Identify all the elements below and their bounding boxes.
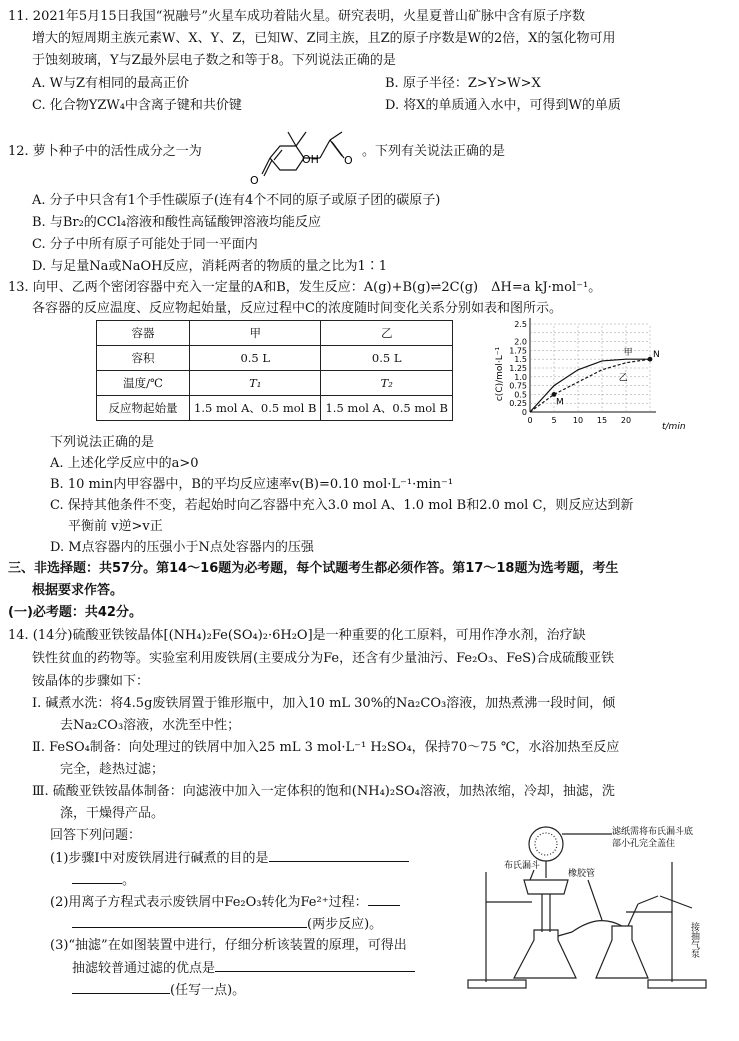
q14-step2-line2: 完全，趁热过滤； (60, 762, 165, 777)
q11-stem-line3: 于蚀刻玻璃，Y与Z最外层电子数之和等于8。下列说法正确的是 (32, 53, 396, 68)
q14-stem-line3: 铵晶体的步骤如下： (32, 674, 150, 689)
q14-step2-line1: Ⅱ. FeSO₄制备：向处理过的铁屑中加入25 mL 3 mol·L⁻¹ H₂SO₄，保持70～75 ℃，水浴加热至反应 (32, 740, 620, 755)
structure-label-o2: O (344, 154, 353, 167)
chart-series-label: 甲 (623, 347, 633, 358)
figure-note-line2: 部小孔完全盖住 (612, 839, 676, 849)
chart-point-label: M (556, 397, 564, 408)
q14-part1-end-text: 。 (122, 873, 136, 888)
q11-stem-line1: 11. 2021年5月15日我国“祝融号”火星车成功着陆火星。研究表明，火星夏普山矿脉中含有原子序数 (8, 9, 585, 24)
answer-blank[interactable] (72, 871, 122, 884)
chart-x-tick-label: 10 (572, 416, 584, 425)
q14-part1-text: (1)步骤Ⅰ中对废铁屑进行碱煮的目的是 (50, 851, 269, 866)
q13-stem-line2: 各容器的反应温度、反应物起始量，反应过程中C的浓度随时间变化关系分别如表和图所示。 (32, 301, 562, 316)
section3-subheading: (一)必考题：共42分。 (8, 605, 142, 620)
q14-ask: 回答下列问题： (50, 828, 142, 843)
chart-xlabel: t/min (662, 422, 686, 432)
q13-table (96, 320, 453, 421)
q12-option-c: C. 分子中所有原子可能处于同一平面内 (32, 237, 258, 252)
chart-x-tick-label: 5 (551, 416, 557, 425)
table-cell: T₂ (321, 371, 452, 396)
q12-structure (248, 118, 360, 190)
table-header-cell: 容器 (97, 321, 190, 346)
q14-step3-line1: Ⅲ. 硫酸亚铁铵晶体制备：向滤液中加入一定体积的饱和(NH₄)₂SO₄溶液，加热浓缩，冷却，抽滤，洗 (32, 784, 615, 799)
q14-stem-line1: 14. (14分)硫酸亚铁铵晶体[(NH₄)₂Fe(SO₄)₂·6H₂O]是一种重要的化工原料，可用作净水剂，治疗缺 (8, 628, 586, 643)
table-cell: 容积 (97, 346, 190, 371)
chart-x-tick-label: 20 (620, 416, 632, 425)
q12-option-d: D. 与足量Na或NaOH反应，消耗两者的物质的量之比为1∶1 (32, 259, 388, 274)
chart-point-n (648, 357, 653, 362)
q14-part1-end (72, 871, 135, 890)
chart-y-tick-label: 0.25 (509, 399, 527, 409)
chart-x-tick-label: 0 (527, 416, 533, 425)
funnel-top-view-icon (529, 827, 563, 861)
chart-y-tick-label: 0.5 (514, 390, 527, 400)
chart-point-m (552, 392, 557, 397)
q11-option-d: D. 将X的单质通入水中，可得到W的单质 (385, 98, 621, 113)
trap-flask-icon (596, 926, 648, 978)
figure-label-tube: 橡胶管 (568, 869, 596, 879)
answer-blank[interactable] (368, 893, 400, 906)
q13-option-c-line1: C. 保持其他条件不变，若起始时向乙容器中充入3.0 mol A、1.0 mol B和2.0 mol C，则反应达到新 (50, 498, 634, 513)
table-header-cell: 甲 (190, 321, 321, 346)
chart-y-tick-label: 2.5 (514, 320, 527, 329)
table-row (97, 371, 453, 396)
table-row (97, 321, 453, 346)
q14-part2-end (72, 915, 382, 934)
q14-part3-text: 抽滤较普通过滤的优点是 (72, 961, 216, 976)
table-header-cell: 乙 (321, 321, 452, 346)
table-cell: 0.5 L (321, 346, 452, 371)
q14-step3-line2: 涤，干燥得产品。 (60, 806, 165, 821)
q13-option-b: B. 10 min内甲容器中，B的平均反应速率v(B)=0.10 mol·L⁻¹·min⁻¹ (50, 477, 454, 492)
q14-part2-text: (2)用离子方程式表示废铁屑中Fe₂O₃转化为Fe²⁺过程： (50, 895, 368, 910)
section3-heading-cont: 根据要求作答。 (32, 583, 124, 598)
q14-part3-line2 (72, 959, 415, 978)
chart-y-tick-label: 0 (521, 408, 527, 417)
q13-lead: 下列说法正确的是 (50, 435, 155, 450)
answer-blank[interactable] (269, 849, 409, 862)
table-cell: 1.5 mol A、0.5 mol B (190, 396, 321, 421)
table-cell: 0.5 L (190, 346, 321, 371)
answer-blank[interactable] (215, 959, 415, 972)
filter-flask-icon (514, 930, 576, 978)
chart-y-tick-label: 1.0 (514, 372, 527, 382)
table-cell: 温度/℃ (97, 371, 190, 396)
chart-ylabel: c(C)/mol·L⁻¹ (495, 346, 505, 402)
table-cell: 1.5 mol A、0.5 mol B (321, 396, 452, 421)
chart-y-tick-label: 2.0 (514, 337, 527, 347)
q14-part3-end-text: (任写一点)。 (170, 983, 246, 998)
q11-stem-line2: 增大的短周期主族元素W、X、Y、Z，已知W、Z同主族，且Z的原子序数是W的2倍，X的氢化物可用 (32, 31, 616, 46)
table-cell: 反应物起始量 (97, 396, 190, 421)
q13-chart (488, 312, 703, 434)
q11-option-b: B. 原子半径：Z>Y>W>X (385, 76, 541, 91)
chart-series-label: 乙 (618, 373, 628, 384)
chart-point-label: N (653, 350, 660, 361)
figure-label-pump: 接抽气泵 (689, 922, 699, 958)
table-row (97, 346, 453, 371)
chart-y-tick-label: 1.75 (509, 346, 527, 356)
q12-option-a: A. 分子中只含有1个手性碳原子(连有4个不同的原子或原子团的碳原子) (32, 193, 441, 208)
chart-x-tick-label: 15 (596, 416, 608, 425)
structure-label-oh: OH (302, 153, 319, 166)
q13-option-d: D. M点容器内的压强小于N点处容器内的压强 (50, 540, 314, 555)
q14-part3-line3 (72, 981, 245, 1000)
q14-part3-line1: (3)“抽滤”在如图装置中进行，仔细分析该装置的原理，可得出 (50, 938, 407, 953)
q11-option-a: A. W与Z有相同的最高正价 (32, 76, 190, 91)
q14-stem-line2: 铁性贫血的药物等。实验室利用废铁屑(主要成分为Fe，还含有少量油污、Fe₂O₃、FeS)合成硫酸亚铁 (32, 651, 615, 666)
q14-step1-line2: 去Na₂CO₃溶液，水洗至中性； (60, 718, 241, 733)
answer-blank[interactable] (72, 915, 307, 928)
buchner-funnel-icon (524, 880, 568, 894)
suction-filtration-figure (462, 822, 732, 994)
chart-y-tick-label: 1.25 (509, 364, 527, 373)
q12-stem-post: 。下列有关说法正确的是 (362, 144, 506, 159)
q13-stem-line1: 13. 向甲、乙两个密闭容器中充入一定量的A和B，发生反应：A(g)+B(g)⇌2C(g) ΔH=a kJ·mol⁻¹。 (8, 280, 602, 295)
q14-part2-end-text: (两步反应)。 (307, 917, 383, 932)
chart-y-tick-label: 1.5 (514, 355, 527, 365)
q14-part1 (50, 849, 409, 868)
q12-stem-pre: 12. 萝卜种子中的活性成分之一为 (8, 144, 202, 159)
q13-option-a: A. 上述化学反应中的a>0 (50, 456, 199, 471)
table-cell: T₁ (190, 371, 321, 396)
q11-option-c: C. 化合物YZW₄中含离子键和共价键 (32, 98, 242, 113)
answer-blank[interactable] (72, 981, 170, 994)
q13-option-c-line2: 平衡前 v逆>v正 (68, 519, 163, 534)
structure-label-o1: O (250, 174, 259, 187)
section3-heading: 三、非选择题：共57分。第14～16题为必考题，每个试题考生都必须作答。第17～18题为选考题，考生 (8, 561, 619, 576)
table-row (97, 396, 453, 421)
q14-step1-line1: Ⅰ. 碱煮水洗：将4.5g废铁屑置于锥形瓶中，加入10 mL 30%的Na₂CO₃溶液，加热煮沸一段时间，倾 (32, 696, 616, 711)
q14-part2 (50, 893, 400, 912)
figure-note-line1: 滤纸需将布氏漏斗底 (612, 827, 694, 837)
chart-y-tick-label: 0.75 (509, 381, 527, 391)
figure-label-funnel: 布氏漏斗 (504, 861, 541, 871)
q12-option-b: B. 与Br₂的CCl₄溶液和酸性高锰酸钾溶液均能反应 (32, 215, 322, 230)
